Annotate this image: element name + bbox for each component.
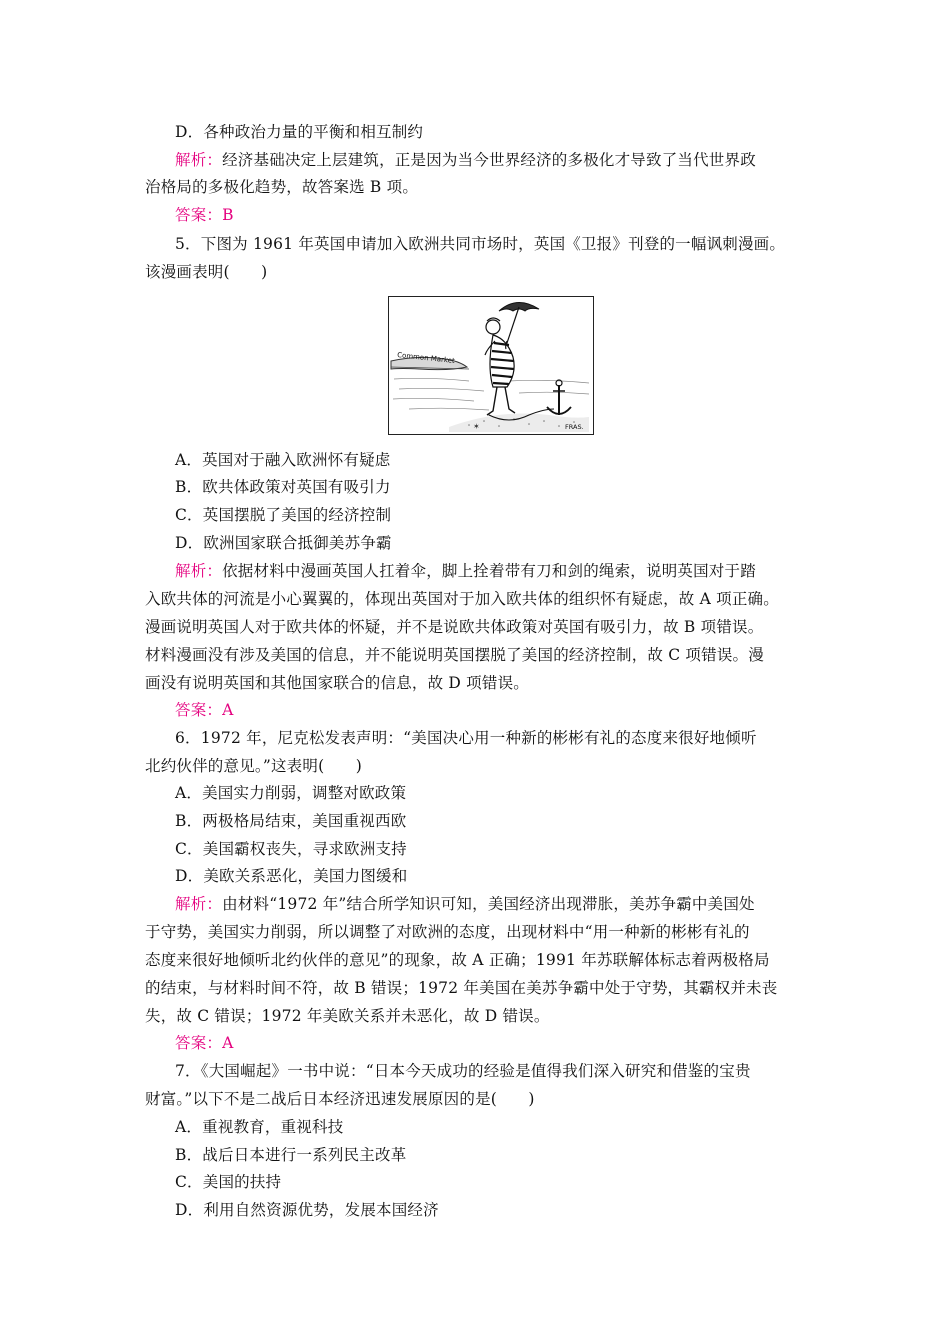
prev-analysis-line-2: 治格局的多极化趋势，故答案选 B 项。 <box>145 178 419 196</box>
analysis-label: 解析： <box>175 895 223 913</box>
cartoon-signature: FRAS. <box>565 423 584 431</box>
q6-option-a: A．美国实力削弱，调整对欧政策 <box>175 784 407 802</box>
prev-option-d: D．各种政治力量的平衡和相互制约 <box>175 123 424 141</box>
q5-answer: 答案：A <box>175 701 234 719</box>
analysis-label: 解析： <box>175 151 223 169</box>
q6-option-d: D．美欧关系恶化，美国力图缓和 <box>175 867 408 885</box>
q6-option-c: C．美国霸权丧失，寻求欧洲支持 <box>175 840 407 858</box>
q5-stem-line-2: 该漫画表明( ) <box>145 263 268 281</box>
q5-option-a: A．英国对于融入欧洲怀有疑虑 <box>175 451 391 469</box>
q5-option-c: C．英国摆脱了美国的经济控制 <box>175 506 392 524</box>
q5-analysis-line-1: 解析：依据材料中漫画英国人扛着伞，脚上拴着带有刀和剑的绳索，说明英国对于踏 <box>175 562 756 580</box>
q6-analysis-line-3: 态度来很好地倾听北约伙伴的意见”的现象，故 A 正确；1991 年苏联解体标志着两极格局 <box>145 951 770 969</box>
q5-stem-line-1: 5．下图为 1961 年英国申请加入欧洲共同市场时，英国《卫报》刊登的一幅讽刺漫画。 <box>175 235 786 253</box>
q7-option-c: C．美国的扶持 <box>175 1173 282 1191</box>
cartoon-sign-text: Common Market <box>396 351 456 366</box>
svg-text:✶: ✶ <box>473 422 480 431</box>
q7-option-d: D．利用自然资源优势，发展本国经济 <box>175 1201 439 1219</box>
analysis-label: 解析： <box>175 562 223 580</box>
q6-analysis-line-5: 失，故 C 错误；1972 年美欧关系并未恶化，故 D 错误。 <box>145 1007 550 1025</box>
prev-answer: 答案：B <box>175 206 234 224</box>
q6-analysis-line-4: 的结束，与材料时间不符，故 B 错误；1972 年美国在美苏争霸中处于守势，其霸权并未丧 <box>145 979 778 997</box>
q5-analysis-line-3: 漫画说明英国人对于欧共体的怀疑，并不是说欧共体政策对英国有吸引力，故 B 项错误。 <box>145 618 764 636</box>
prev-analysis-line-1: 解析：经济基础决定上层建筑，正是因为当今世界经济的多极化才导致了当代世界政 <box>175 151 756 169</box>
q6-answer: 答案：A <box>175 1034 234 1052</box>
q5-analysis-line-2: 入欧共体的河流是小心翼翼的，体现出英国对于加入欧共体的组织怀有疑虑，故 A 项正确。 <box>145 590 779 608</box>
q6-stem-line-1: 6．1972 年，尼克松发表声明：“美国决心用一种新的彬彬有礼的态度来很好地倾听 <box>175 729 757 747</box>
q6-analysis-line-2: 于守势，美国实力削弱，所以调整了对欧洲的态度，出现材料中“用一种新的彬彬有礼的 <box>145 923 750 941</box>
q6-analysis-line-1: 解析：由材料“1972 年”结合所学知识可知，美国经济出现滞胀，美苏争霸中美国处 <box>175 895 755 913</box>
q5-analysis-line-4: 材料漫画没有涉及美国的信息，并不能说明英国摆脱了美国的经济控制，故 C 项错误。漫 <box>145 646 764 664</box>
q7-stem-line-2: 财富。”以下不是二战后日本经济迅速发展原因的是( ) <box>145 1090 535 1108</box>
q5-option-d: D．欧洲国家联合抵御美苏争霸 <box>175 534 392 552</box>
q6-option-b: B．两极格局结束，美国重视西欧 <box>175 812 407 830</box>
q7-stem-line-1: 7．《大国崛起》一书中说：“日本今天成功的经验是值得我们深入研究和借鉴的宝贵 <box>175 1062 751 1080</box>
q7-option-a: A．重视教育，重视科技 <box>175 1118 344 1136</box>
q6-stem-line-2: 北约伙伴的意见。”这表明( ) <box>145 757 362 775</box>
q5-cartoon-image <box>388 296 594 435</box>
cartoon-drawing <box>389 297 592 433</box>
q5-option-b: B．欧共体政策对英国有吸引力 <box>175 478 391 496</box>
q7-option-b: B．战后日本进行一系列民主改革 <box>175 1146 407 1164</box>
q5-analysis-line-5: 画没有说明英国和其他国家联合的信息，故 D 项错误。 <box>145 674 529 692</box>
